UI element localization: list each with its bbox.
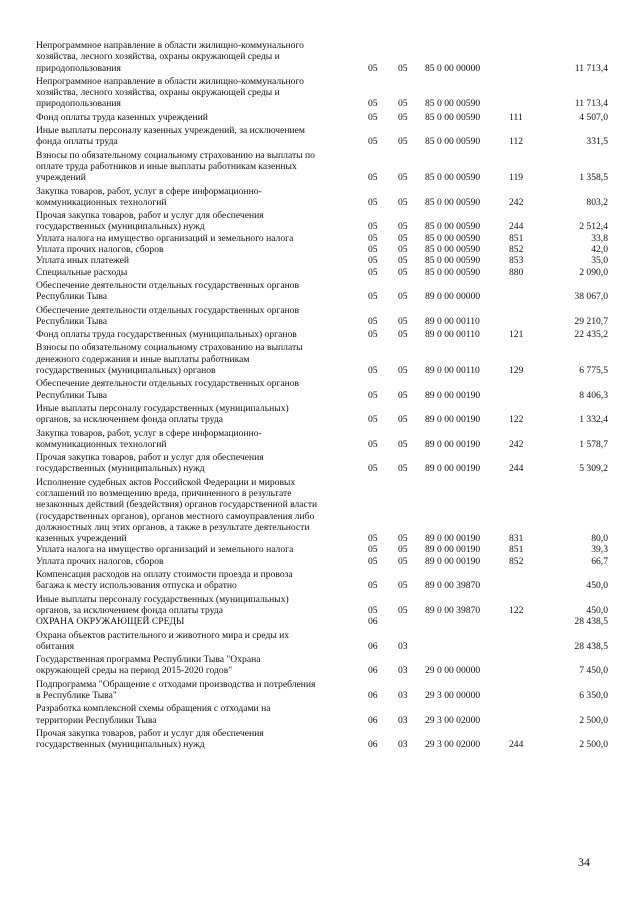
row-section-code: 05 (368, 111, 378, 123)
row-expense-type: 853 (509, 255, 524, 267)
row-subsection-code: 03 (398, 690, 408, 702)
row-expense-type: 112 (509, 136, 524, 148)
table-row (36, 278, 608, 303)
row-target-article: 29 0 00 00000 (425, 665, 481, 677)
table-row (36, 208, 608, 233)
row-target-article: 29 3 00 02000 (425, 739, 481, 751)
row-subsection-code: 05 (398, 365, 408, 377)
table-row (36, 267, 608, 278)
row-subsection-code: 05 (398, 136, 408, 148)
table-row (36, 652, 608, 677)
row-expense-type (509, 701, 541, 726)
row-name: Уплата налога на имущество организаций и земельного налога (36, 232, 294, 244)
row-section-code: 05 (368, 255, 378, 267)
row-amount: 803,2 (586, 196, 608, 208)
row-name: Закупка товаров, работ, услуг в сфере информационно- коммуникационных технологий (36, 185, 262, 208)
row-subsection-code: 05 (398, 533, 408, 545)
row-section-code: 06 (368, 640, 378, 652)
row-name: Уплата прочих налогов, сборов (36, 555, 164, 567)
row-target-article: 29 3 00 02000 (425, 714, 481, 726)
row-name: Закупка товаров, работ, услуг в сфере информационно- коммуникационных технологий (36, 427, 262, 450)
row-expense-type: 122 (509, 414, 524, 426)
row-expense-type: 122 (509, 604, 524, 616)
row-subsection-code: 05 (398, 414, 408, 426)
row-amount: 2 500,0 (579, 739, 608, 751)
row-amount: 1 332,4 (579, 414, 608, 426)
row-amount: 28 438,5 (574, 640, 608, 652)
row-expense-type: 852 (509, 555, 524, 567)
row-name: Иные выплаты персоналу казенных учреждений, за исключением фонда оплаты труда (36, 125, 305, 148)
row-section-code: 05 (368, 98, 378, 110)
table-row (36, 677, 608, 702)
row-name: Прочая закупка товаров, работ и услуг для обеспечения государственных (муниципальных) нужд (36, 452, 264, 475)
row-expense-type: 244 (509, 739, 524, 751)
row-name: Специальные расходы (36, 266, 128, 278)
row-name: Уплата прочих налогов, сборов (36, 244, 164, 256)
row-amount: 22 435,2 (574, 329, 608, 341)
row-subsection-code: 05 (398, 172, 408, 184)
row-target-article: 85 0 00 00590 (425, 221, 481, 233)
row-target-article: 89 0 00 00190 (425, 544, 481, 556)
row-expense-type: 244 (509, 221, 524, 233)
row-subsection-code: 05 (398, 266, 408, 278)
row-target-article: 85 0 00 00590 (425, 196, 481, 208)
row-subsection-code: 05 (398, 329, 408, 341)
budget-table-body (36, 40, 608, 751)
row-subsection-code: 03 (398, 665, 408, 677)
row-target-article: 85 0 00 00590 (425, 111, 481, 123)
row-expense-type: 111 (509, 111, 523, 123)
row-section-code: 05 (368, 291, 378, 303)
row-target-article: 29 3 00 00000 (425, 690, 481, 702)
row-section-code: 05 (368, 172, 378, 184)
table-row (36, 475, 608, 545)
row-target-article: 89 0 00 00000 (425, 291, 481, 303)
row-subsection-code: 05 (398, 580, 408, 592)
row-subsection-code: 05 (398, 98, 408, 110)
table-row (36, 544, 608, 555)
row-amount: 1 358,5 (579, 172, 608, 184)
row-expense-type (509, 616, 541, 627)
table-row (36, 616, 608, 627)
row-name: Иные выплаты персоналу государственных (муниципальных) органов, за исключением фонда оплаты труда (36, 593, 289, 616)
row-subsection-code: 05 (398, 111, 408, 123)
row-amount: 6 775,5 (579, 365, 608, 377)
table-row (36, 255, 608, 266)
row-target-article: 89 0 00 00190 (425, 463, 481, 475)
row-name: Государственная программа Республики Тыва "Охрана окружающей среды на период 2015-2020 годов" (36, 654, 261, 677)
table-row (36, 303, 608, 328)
row-section-code: 05 (368, 62, 378, 74)
row-name: ОХРАНА ОКРУЖАЮЩЕЙ СРЕДЫ (36, 616, 185, 628)
row-expense-type (509, 303, 541, 328)
table-row (36, 567, 608, 592)
row-amount: 331,5 (586, 136, 608, 148)
row-subsection-code: 05 (398, 544, 408, 556)
row-amount: 6 350,0 (579, 690, 608, 702)
row-section-code: 06 (368, 714, 378, 726)
row-subsection-code (398, 616, 425, 627)
table-row (36, 40, 608, 74)
row-target-article: 89 0 00 00190 (425, 533, 481, 545)
table-row (36, 401, 608, 426)
row-subsection-code: 03 (398, 714, 408, 726)
row-section-code: 05 (368, 389, 378, 401)
row-section-code: 05 (368, 329, 378, 341)
row-target-article: 89 0 00 00110 (425, 365, 480, 377)
row-name: Иные выплаты персоналу государственных (муниципальных) органов, за исключением фонда оплаты труда (36, 402, 289, 426)
table-row (36, 701, 608, 726)
row-amount: 33,8 (591, 232, 608, 244)
row-name: Непрограммное направление в области жилищно-коммунального хозяйства, лесного хозяйства, охраны окружающей среды и природопользования (36, 40, 304, 74)
row-section-code: 05 (368, 580, 378, 592)
row-subsection-code: 05 (398, 555, 408, 567)
row-section-code: 05 (368, 604, 378, 616)
row-subsection-code: 03 (398, 739, 408, 751)
row-section-code: 05 (368, 244, 378, 256)
row-name: Фонд оплаты труда государственных (муниципальных) органов (36, 329, 297, 341)
row-target-article (425, 628, 509, 653)
row-subsection-code: 05 (398, 62, 408, 74)
row-expense-type (509, 628, 541, 653)
row-expense-type: 121 (509, 329, 524, 341)
row-subsection-code: 05 (398, 196, 408, 208)
row-amount: 11 713,4 (574, 98, 608, 110)
row-target-article: 85 0 00 00590 (425, 172, 481, 184)
row-subsection-code: 05 (398, 604, 408, 616)
row-amount: 5 309,2 (579, 463, 608, 475)
row-target-article: 89 0 00 00190 (425, 555, 481, 567)
row-subsection-code: 05 (398, 463, 408, 475)
row-subsection-code: 05 (398, 438, 408, 450)
table-row (36, 148, 608, 184)
row-section-code: 05 (368, 315, 378, 327)
table-row (36, 556, 608, 567)
row-amount: 450,0 (586, 604, 608, 616)
row-section-code: 05 (368, 438, 378, 450)
row-section-code: 06 (368, 690, 378, 702)
row-target-article: 89 0 00 00190 (425, 389, 481, 401)
row-expense-type (509, 40, 541, 74)
row-name: Уплата иных платежей (36, 255, 130, 267)
row-name: Фонд оплаты труда казенных учреждений (36, 111, 208, 123)
row-target-article: 89 0 00 39870 (425, 580, 481, 592)
row-target-article: 85 0 00 00000 (425, 62, 481, 74)
row-subsection-code: 05 (398, 232, 408, 244)
row-amount: 11 713,4 (574, 62, 608, 74)
row-subsection-code: 03 (398, 640, 408, 652)
row-section-code: 05 (368, 136, 378, 148)
row-section-code: 05 (368, 533, 378, 545)
row-amount: 39,3 (591, 544, 608, 556)
row-target-article: 85 0 00 00590 (425, 255, 481, 267)
row-amount: 35,0 (591, 255, 608, 267)
row-target-article: 85 0 00 00590 (425, 232, 481, 244)
row-target-article: 89 0 00 00190 (425, 414, 481, 426)
row-subsection-code: 05 (398, 315, 408, 327)
row-section-code: 05 (368, 463, 378, 475)
row-section-code: 05 (368, 544, 378, 556)
table-row (36, 233, 608, 244)
row-section-code: 05 (368, 266, 378, 278)
row-section-code: 06 (368, 665, 378, 677)
row-amount: 80,0 (591, 533, 608, 545)
row-subsection-code: 05 (398, 244, 408, 256)
row-section-code: 05 (368, 414, 378, 426)
page-number: 34 (578, 855, 590, 869)
row-section-code: 05 (368, 221, 378, 233)
table-row (36, 592, 608, 617)
row-expense-type (509, 677, 541, 702)
row-name: Обеспечение деятельности отдельных государственных органов Республики Тыва (36, 304, 300, 327)
row-name: Обеспечение деятельности отдельных государственных органов Республики Тыва (36, 378, 300, 401)
row-expense-type: 851 (509, 544, 524, 556)
row-target-article: 85 0 00 00590 (425, 266, 481, 278)
row-section-code: 05 (368, 232, 378, 244)
row-section-code: 06 (368, 616, 378, 628)
row-name: Разработка комплексной схемы обращения с отходами на территории Республики Тыва (36, 703, 271, 726)
row-target-article: 89 0 00 00110 (425, 315, 480, 327)
row-amount: 42,0 (591, 244, 608, 256)
table-row (36, 110, 608, 123)
row-name: Взносы по обязательному социальному страхованию на выплаты денежного содержания и иные выплаты работникам государственных (муниципальных) органов (36, 342, 303, 377)
row-section-code: 05 (368, 555, 378, 567)
row-expense-type (509, 74, 541, 110)
table-row (36, 123, 608, 148)
row-target-article: 89 0 00 00190 (425, 438, 481, 450)
row-amount: 2 500,0 (579, 714, 608, 726)
row-amount: 28 438,5 (574, 616, 608, 628)
table-row (36, 340, 608, 376)
row-name: Непрограммное направление в области жилищно-коммунального хозяйства, лесного хозяйства, охраны окружающей среды и природопользования (36, 75, 304, 110)
row-expense-type (509, 567, 541, 592)
table-row (36, 74, 608, 110)
row-amount: 2 090,0 (579, 266, 608, 278)
row-amount: 2 512,4 (579, 221, 608, 233)
row-subsection-code: 05 (398, 291, 408, 303)
row-target-article: 85 0 00 00590 (425, 244, 481, 256)
row-subsection-code: 05 (398, 221, 408, 233)
row-subsection-code: 05 (398, 255, 408, 267)
table-row (36, 450, 608, 475)
row-expense-type: 119 (509, 172, 524, 184)
row-name: Уплата налога на имущество организаций и земельного налога (36, 544, 294, 556)
table-row (36, 376, 608, 401)
row-section-code: 06 (368, 739, 378, 751)
row-amount: 38 067,0 (574, 291, 608, 303)
row-name: Охрана объектов растительного и животного мира и среды их обитания (36, 629, 290, 652)
table-row (36, 426, 608, 451)
row-expense-type: 129 (509, 365, 524, 377)
row-target-article: 85 0 00 00590 (425, 136, 481, 148)
row-target-article: 89 0 00 39870 (425, 604, 481, 616)
row-name: Обеспечение деятельности отдельных государственных органов Республики Тыва (36, 279, 300, 303)
table-row (36, 244, 608, 255)
row-amount: 8 406,3 (579, 389, 608, 401)
row-expense-type: 242 (509, 438, 524, 450)
table-row (36, 327, 608, 340)
row-expense-type (509, 376, 541, 401)
budget-table (36, 40, 608, 751)
row-expense-type: 880 (509, 266, 524, 278)
row-section-code: 05 (368, 196, 378, 208)
row-amount: 29 210,7 (574, 315, 608, 327)
row-amount: 4 507,0 (579, 111, 608, 123)
table-row (36, 628, 608, 653)
row-expense-type: 242 (509, 196, 524, 208)
row-name: Подпрограмма "Обращение с отходами производства и потребления в Республике Тыва" (36, 678, 316, 702)
row-expense-type: 852 (509, 244, 524, 256)
table-row (36, 726, 608, 751)
row-amount: 1 578,7 (579, 438, 608, 450)
row-target-article: 89 0 00 00110 (425, 329, 480, 341)
row-expense-type: 244 (509, 463, 524, 475)
row-name: Прочая закупка товаров, работ и услуг для обеспечения государственных (муниципальных) нужд (36, 210, 264, 233)
row-name: Исполнение судебных актов Российской Федерации и мировых соглашений по возмещению вреда, причиненного в результате незаконных действий (бездействия) органов государственной власти (государственных органов), органов местного самоуправления либо должностных лиц этих органов, а также в результате деятельности казенных учреждений (36, 476, 318, 545)
row-name: Прочая закупка товаров, работ и услуг для обеспечения государственных (муниципальных) нужд (36, 727, 264, 751)
row-section-code: 05 (368, 365, 378, 377)
row-name: Взносы по обязательному социальному страхованию на выплаты по оплате труда работников и иные выплаты работникам казенных учреждений (36, 149, 315, 184)
row-expense-type (509, 652, 541, 677)
row-name: Компенсация расходов на оплату стоимости проезда и провоза багажа к месту использования отпуска и обратно (36, 569, 293, 592)
row-expense-type: 851 (509, 232, 524, 244)
row-subsection-code: 05 (398, 389, 408, 401)
row-expense-type (509, 278, 541, 303)
row-amount: 450,0 (586, 580, 608, 592)
row-target-article (425, 616, 509, 627)
row-target-article: 85 0 00 00590 (425, 98, 481, 110)
row-expense-type: 831 (509, 533, 524, 545)
table-row (36, 184, 608, 209)
row-amount: 7 450,0 (579, 665, 608, 677)
row-amount: 66,7 (591, 555, 608, 567)
